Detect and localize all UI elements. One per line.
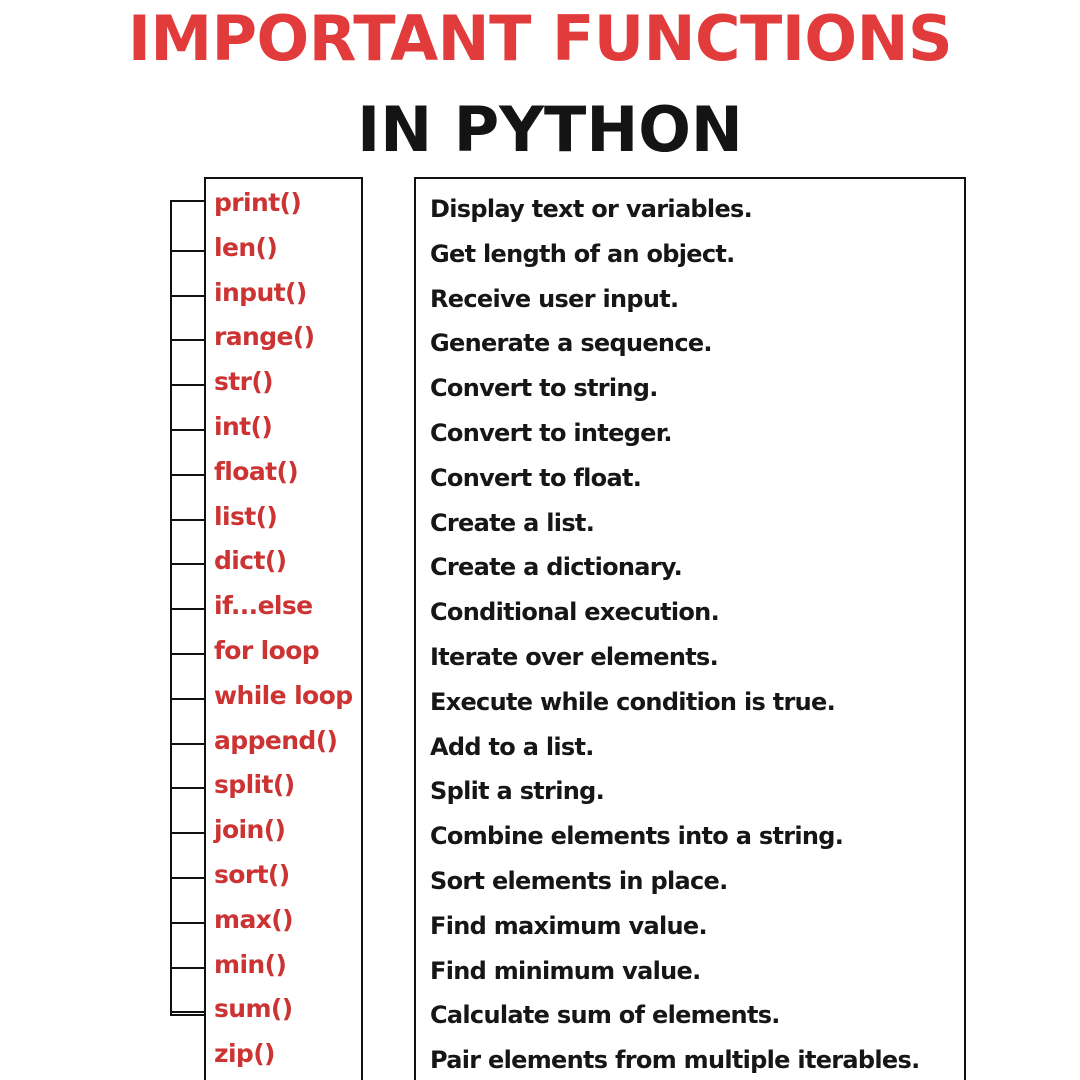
bracket-tick xyxy=(170,339,204,341)
bracket-tick xyxy=(170,519,204,521)
bracket-tick xyxy=(170,384,204,386)
bracket-tick xyxy=(170,743,204,745)
function-name: sum() xyxy=(214,994,293,1024)
function-description: Add to a list. xyxy=(430,732,594,761)
bracket-tick xyxy=(170,250,204,252)
function-name: zip() xyxy=(214,1039,275,1069)
function-description: Iterate over elements. xyxy=(430,643,719,671)
page-title-line2: IN PYTHON xyxy=(357,93,743,166)
function-name: while loop xyxy=(214,680,353,710)
bracket-tick xyxy=(170,200,204,202)
function-description: Convert to string. xyxy=(430,374,658,403)
function-name: float() xyxy=(214,456,299,486)
function-name: sort() xyxy=(214,860,290,889)
bracket-tick xyxy=(170,653,204,655)
function-description: Sort elements in place. xyxy=(430,867,728,895)
function-name: append() xyxy=(214,725,338,755)
bracket-tick xyxy=(170,877,204,879)
function-name: len() xyxy=(214,232,278,262)
function-description: Pair elements from multiple iterables. xyxy=(430,1046,920,1075)
function-description: Create a dictionary. xyxy=(430,553,683,582)
function-description: Create a list. xyxy=(430,508,595,537)
function-name: for loop xyxy=(214,636,320,665)
function-description: Get length of an object. xyxy=(430,239,735,268)
function-name: list() xyxy=(214,501,278,531)
bracket-tick xyxy=(170,832,204,834)
function-description: Find minimum value. xyxy=(430,956,701,985)
bracket-tick xyxy=(170,787,204,789)
bracket-tick xyxy=(170,474,204,476)
function-name: dict() xyxy=(214,546,287,576)
function-description: Conditional execution. xyxy=(430,598,719,627)
function-name: if...else xyxy=(214,591,313,621)
function-name: split() xyxy=(214,770,295,800)
bracket-tick xyxy=(170,563,204,565)
function-name: str() xyxy=(214,367,274,397)
bracket-tick xyxy=(170,967,204,969)
function-name: join() xyxy=(214,815,286,845)
page-title-line1: IMPORTANT FUNCTIONS xyxy=(127,2,953,75)
function-description: Split a string. xyxy=(430,777,605,806)
function-description: Execute while condition is true. xyxy=(430,687,836,716)
function-description: Calculate sum of elements. xyxy=(430,1001,780,1030)
bracket-tick xyxy=(170,922,204,924)
function-name: min() xyxy=(214,949,287,979)
bracket-tick xyxy=(170,1014,204,1016)
bracket-tick xyxy=(170,295,204,297)
function-description: Display text or variables. xyxy=(430,195,753,223)
bracket-tick xyxy=(170,698,204,700)
function-name: input() xyxy=(214,277,307,307)
function-description: Find maximum value. xyxy=(430,911,707,940)
bracket-tick xyxy=(170,608,204,610)
function-description: Receive user input. xyxy=(430,284,679,313)
bracket-tick xyxy=(170,429,204,431)
function-name: print() xyxy=(214,188,302,217)
function-name: range() xyxy=(214,322,315,352)
function-description: Combine elements into a string. xyxy=(430,822,844,851)
function-name: max() xyxy=(214,904,293,934)
function-description: Convert to integer. xyxy=(430,419,672,447)
function-name: int() xyxy=(214,412,273,441)
function-description: Generate a sequence. xyxy=(430,329,712,358)
function-description: Convert to float. xyxy=(430,463,642,492)
